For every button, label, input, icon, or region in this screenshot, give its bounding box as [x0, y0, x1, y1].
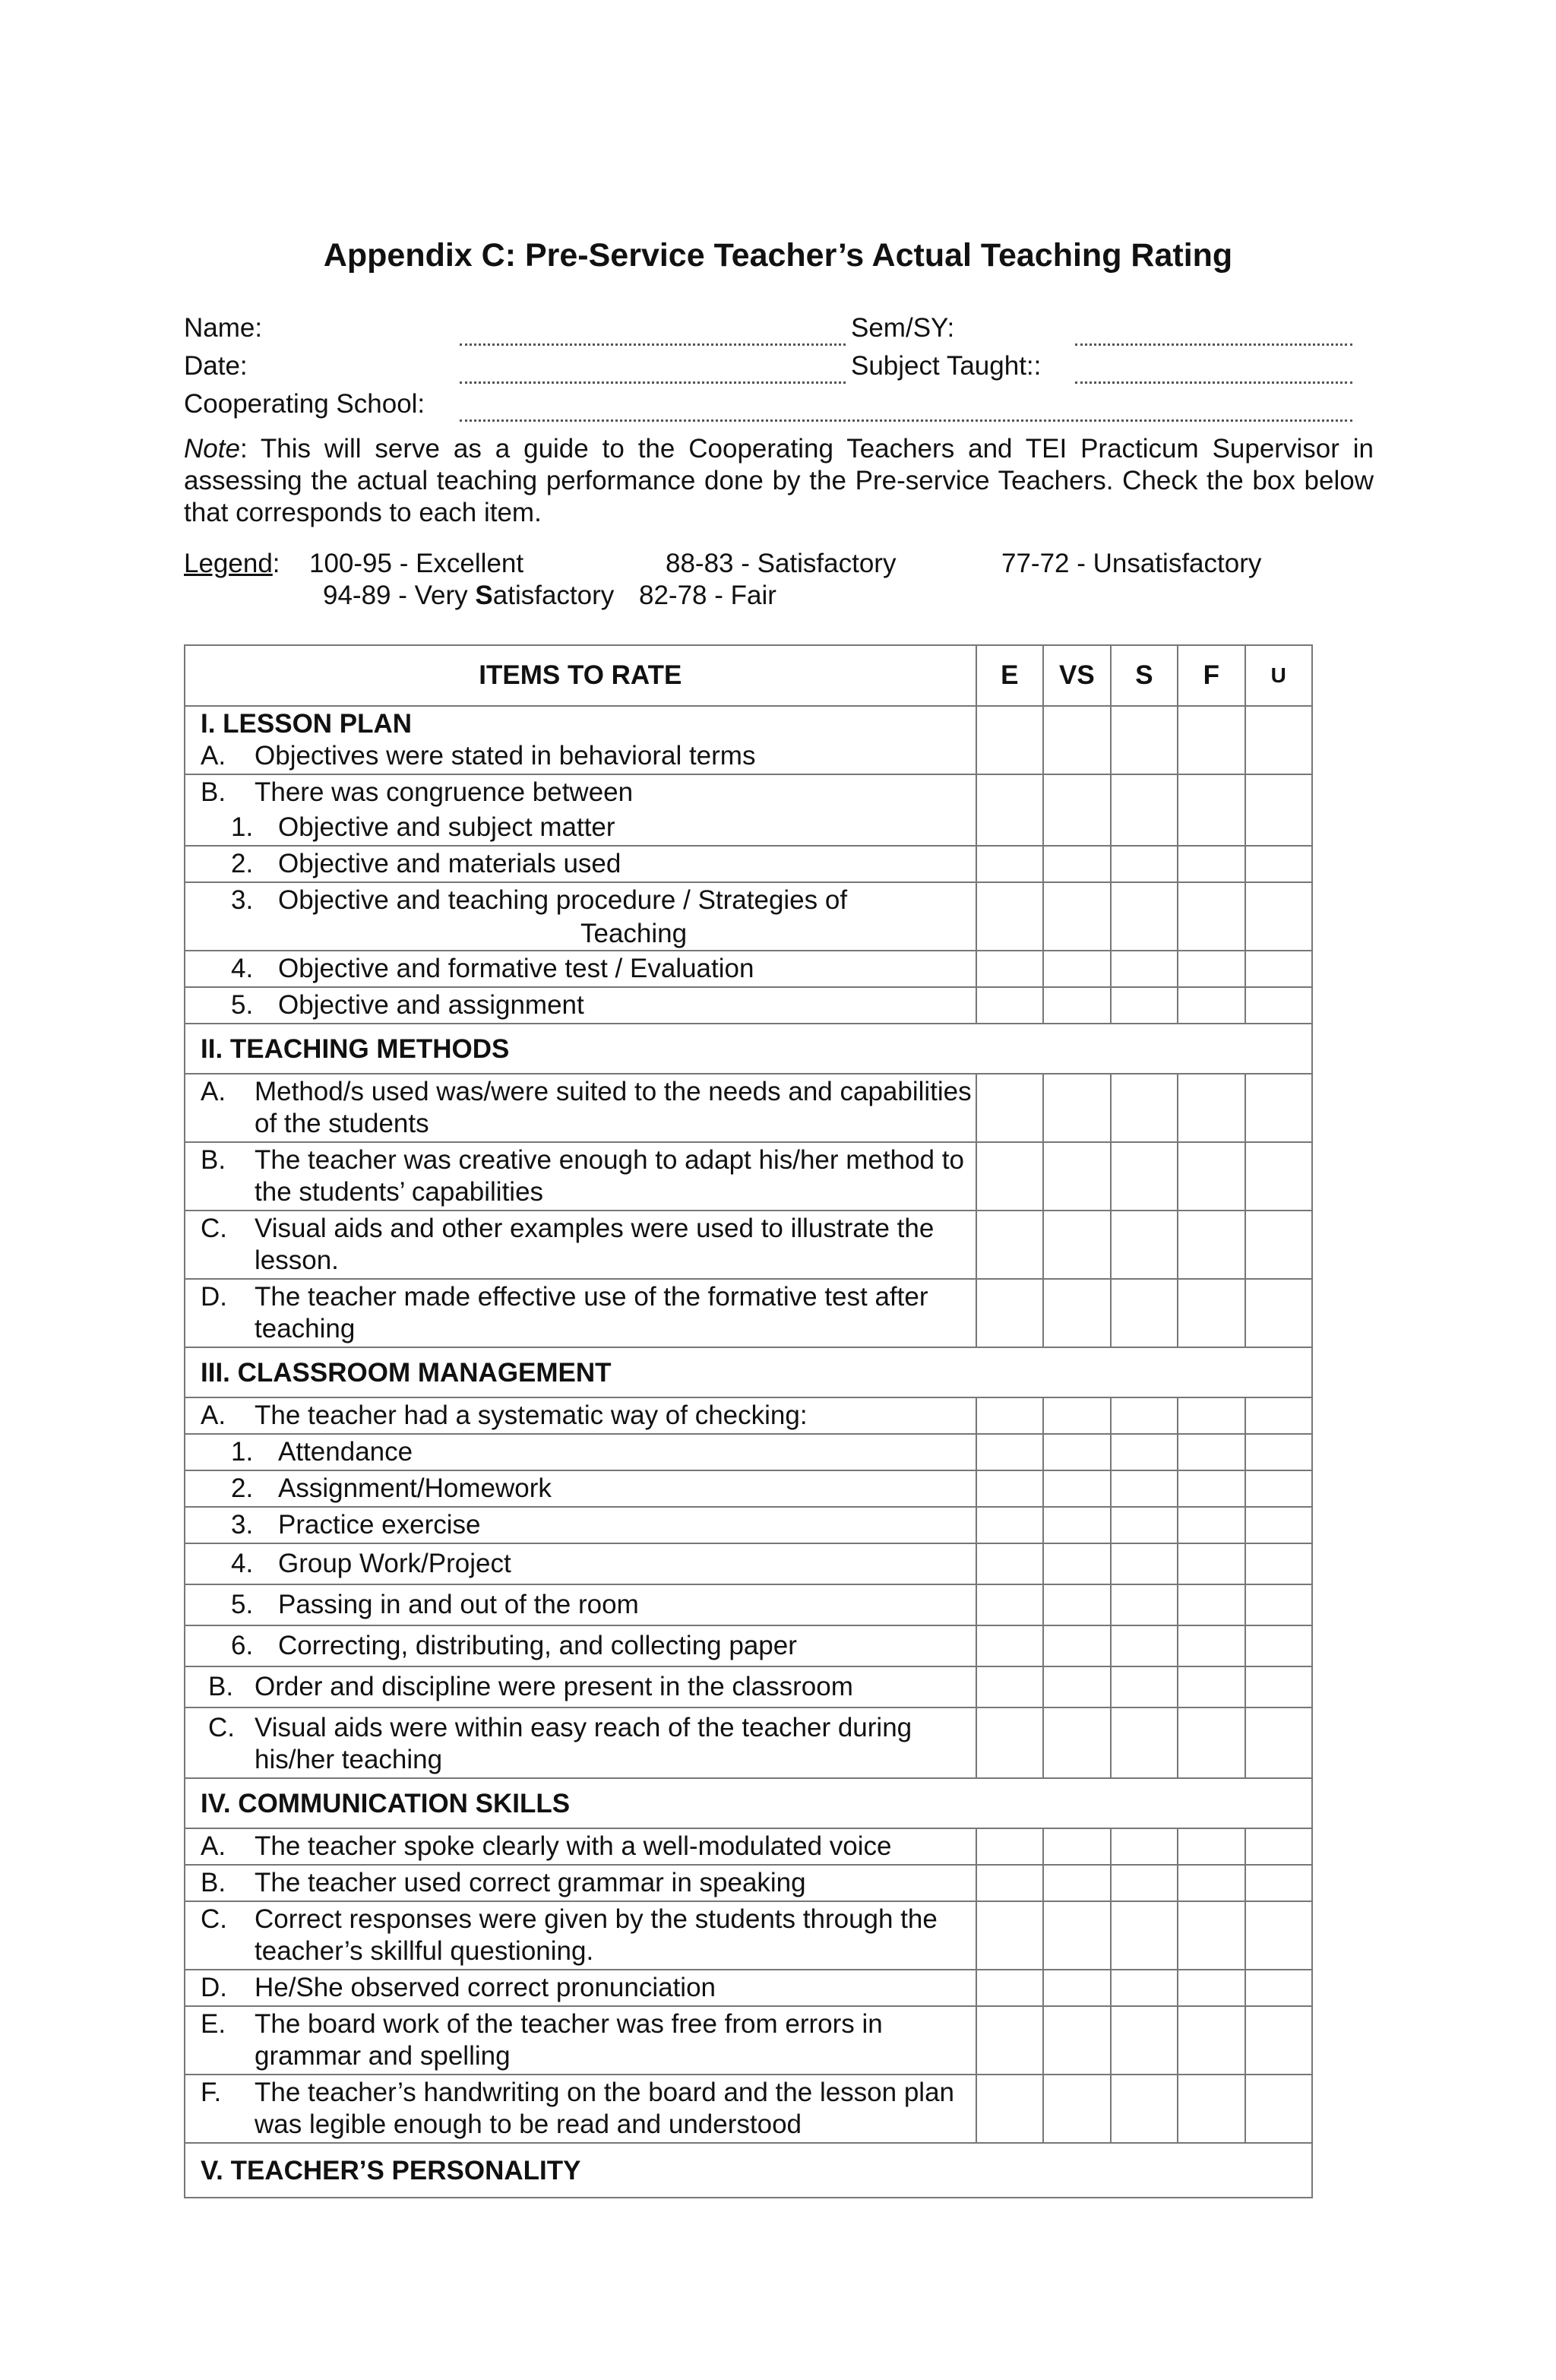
- rating-box-u[interactable]: [1245, 1828, 1312, 1865]
- section-title-teaching-methods: II. TEACHING METHODS: [185, 1024, 1312, 1074]
- rating-box-s[interactable]: [1111, 1543, 1178, 1584]
- list-item: 3. Practice exercise: [231, 1510, 481, 1540]
- rating-box-vs[interactable]: [1043, 1434, 1111, 1470]
- rating-box-u[interactable]: [1245, 987, 1312, 1024]
- section-title-teachers-personality: V. TEACHER’S PERSONALITY: [185, 2143, 1312, 2198]
- rating-box-e[interactable]: [976, 987, 1043, 1024]
- rating-box-e[interactable]: [976, 1865, 1043, 1901]
- legend-label: Legend:: [184, 549, 280, 578]
- item-cell: [185, 846, 976, 882]
- rating-box-s[interactable]: [1111, 1901, 1178, 1970]
- table-row: [185, 1901, 1312, 1970]
- table-row: [185, 1666, 1312, 1707]
- table-row: [185, 2075, 1312, 2143]
- item-cell: [185, 1584, 976, 1625]
- table-row: [185, 1828, 1312, 1865]
- list-item: E. The board work of the teacher was free from errors in grammar and spelling: [201, 2009, 883, 2071]
- rating-box-s[interactable]: [1111, 1507, 1178, 1543]
- rating-box-vs[interactable]: [1043, 846, 1111, 882]
- list-item: D. He/She observed correct pronunciation: [201, 1973, 716, 2002]
- rating-box-vs[interactable]: [1043, 987, 1111, 1024]
- item-cell: [185, 987, 976, 1024]
- item-cell: [185, 882, 976, 951]
- table-row: [185, 1211, 1312, 1279]
- note-text: : This will serve as a guide to the Cooperating Teachers and TEI Practicum Supervisor in assessing the actual teaching performance done by the Pre-service Teachers. Check the box below that corresponds to each item.: [184, 434, 1374, 527]
- table-row: [185, 1970, 1312, 2006]
- list-item: 5. Objective and assignment: [231, 990, 584, 1020]
- note-lead: Note: [184, 434, 240, 464]
- table-row: [185, 1279, 1312, 1347]
- rating-box-vs[interactable]: [1043, 1279, 1111, 1347]
- rating-box-vs[interactable]: [1043, 1901, 1111, 1970]
- rating-box-s[interactable]: [1111, 1666, 1178, 1707]
- item-cell: [185, 1666, 976, 1707]
- rating-box-vs[interactable]: [1043, 1507, 1111, 1543]
- rating-box-u[interactable]: [1245, 1666, 1312, 1707]
- legend-excellent: 100-95 - Excellent: [309, 549, 524, 578]
- legend-unsatisfactory: 77-72 - Unsatisfactory: [1001, 549, 1262, 578]
- item-cell: [185, 1707, 976, 1778]
- item-cell: [185, 1434, 976, 1470]
- date-field[interactable]: [460, 381, 846, 384]
- rating-box-e[interactable]: [976, 1074, 1043, 1142]
- rating-box-f[interactable]: [1178, 1970, 1244, 2006]
- item-cell: [185, 1470, 976, 1507]
- rating-box-s[interactable]: [1111, 1142, 1178, 1211]
- rating-box-f[interactable]: [1178, 1584, 1244, 1625]
- rating-box-s[interactable]: [1111, 1434, 1178, 1470]
- table-row: [185, 987, 1312, 1024]
- rating-box-e[interactable]: [976, 882, 1043, 951]
- list-item: A. Objectives were stated in behavioral terms: [201, 741, 756, 771]
- list-item: 2. Objective and materials used: [231, 849, 621, 878]
- list-item: C. Visual aids and other examples were used to illustrate the lesson.: [201, 1214, 935, 1275]
- list-item: A. The teacher spoke clearly with a well-modulated voice: [201, 1831, 892, 1861]
- rating-box-e[interactable]: [976, 1434, 1043, 1470]
- rating-box-u[interactable]: [1245, 1970, 1312, 2006]
- rating-box-f[interactable]: [1178, 2075, 1244, 2143]
- subject-taught-label: Subject Taught::: [851, 351, 1042, 381]
- list-item: C. Correct responses were given by the students through the teacher’s skillful questioning.: [201, 1904, 938, 1966]
- rating-box-f[interactable]: [1178, 1279, 1244, 1347]
- table-row: [185, 846, 1312, 882]
- header-vs: VS: [1043, 645, 1111, 706]
- rating-box-u[interactable]: [1245, 774, 1312, 846]
- item-cell: [185, 1901, 976, 1970]
- item-cell: [185, 951, 976, 987]
- table-row: [185, 1507, 1312, 1543]
- table-row: [185, 1584, 1312, 1625]
- rating-box-u[interactable]: [1245, 1211, 1312, 1279]
- list-item: B. Order and discipline were present in the classroom: [208, 1672, 853, 1701]
- rating-box-vs[interactable]: [1043, 1666, 1111, 1707]
- rating-box-e[interactable]: [976, 1470, 1043, 1507]
- rating-box-u[interactable]: [1245, 1279, 1312, 1347]
- rating-box-f[interactable]: [1178, 882, 1244, 951]
- list-item: F. The teacher’s handwriting on the board and the lesson plan was legible enough to be read and understood: [201, 2078, 955, 2139]
- rating-box-vs[interactable]: [1043, 951, 1111, 987]
- rating-box-f[interactable]: [1178, 1901, 1244, 1970]
- rating-box-u[interactable]: [1245, 1470, 1312, 1507]
- rating-box-f[interactable]: [1178, 1397, 1244, 1434]
- rating-table: [184, 644, 1313, 2198]
- sem-sy-label: Sem/SY:: [851, 313, 955, 343]
- rating-box-vs[interactable]: [1043, 1584, 1111, 1625]
- item-cell: [185, 1142, 976, 1211]
- list-item: 4. Group Work/Project: [231, 1549, 511, 1578]
- rating-box-e[interactable]: [976, 1666, 1043, 1707]
- table-row: [185, 1434, 1312, 1470]
- section-row: [185, 1778, 1312, 1828]
- rating-box-u[interactable]: [1245, 1584, 1312, 1625]
- table-header-row: [185, 645, 1312, 706]
- rating-box-f[interactable]: [1178, 1828, 1244, 1865]
- section-title-lesson-plan: I. LESSON PLAN: [201, 709, 413, 739]
- rating-box-u[interactable]: [1245, 1507, 1312, 1543]
- list-item: B. The teacher was creative enough to adapt his/her method to the students’ capabilities: [201, 1145, 964, 1207]
- rating-box-s[interactable]: [1111, 1865, 1178, 1901]
- rating-box-u[interactable]: [1245, 1397, 1312, 1434]
- rating-box-u[interactable]: [1245, 2075, 1312, 2143]
- rating-box-e[interactable]: [976, 1625, 1043, 1666]
- item-cell: [185, 2006, 976, 2075]
- rating-box-f[interactable]: [1178, 1142, 1244, 1211]
- rating-box-vs[interactable]: [1043, 1865, 1111, 1901]
- table-row: [185, 1865, 1312, 1901]
- rating-box-u[interactable]: [1245, 1142, 1312, 1211]
- section-row: [185, 1347, 1312, 1397]
- cooperating-school-label: Cooperating School:: [184, 389, 425, 419]
- list-item-continuation: Teaching: [580, 919, 688, 948]
- rating-box-f[interactable]: [1178, 846, 1244, 882]
- rating-box-s[interactable]: [1111, 2075, 1178, 2143]
- table-row: [185, 1074, 1312, 1142]
- item-cell: [185, 1625, 976, 1666]
- list-item: 2. Assignment/Homework: [231, 1473, 552, 1503]
- rating-box-e[interactable]: [976, 1142, 1043, 1211]
- rating-box-f[interactable]: [1178, 987, 1244, 1024]
- rating-box-f[interactable]: [1178, 951, 1244, 987]
- item-cell: [185, 1543, 976, 1584]
- date-label: Date:: [184, 351, 248, 381]
- rating-box-vs[interactable]: [1043, 882, 1111, 951]
- rating-box-u[interactable]: [1245, 1865, 1312, 1901]
- rating-box-u[interactable]: [1245, 846, 1312, 882]
- table-row: [185, 1142, 1312, 1211]
- list-item: 3. Objective and teaching procedure / Strategies of: [231, 885, 848, 915]
- section-title-classroom-management: III. CLASSROOM MANAGEMENT: [185, 1347, 1312, 1397]
- rating-box-u[interactable]: [1245, 1543, 1312, 1584]
- rating-box-s[interactable]: [1111, 882, 1178, 951]
- rating-box-s[interactable]: [1111, 1470, 1178, 1507]
- section-row: [185, 2143, 1312, 2198]
- rating-box-u[interactable]: [1245, 1707, 1312, 1778]
- rating-box-vs[interactable]: [1043, 706, 1111, 774]
- rating-box-s[interactable]: [1111, 1279, 1178, 1347]
- rating-box-s[interactable]: [1111, 846, 1178, 882]
- table-row: [185, 951, 1312, 987]
- rating-box-s[interactable]: [1111, 1397, 1178, 1434]
- table-row: [185, 1707, 1312, 1778]
- rating-box-vs[interactable]: [1043, 2075, 1111, 2143]
- item-cell: [185, 1507, 976, 1543]
- rating-box-f[interactable]: [1178, 774, 1244, 846]
- item-cell: [185, 1865, 976, 1901]
- item-cell: [185, 1970, 976, 2006]
- rating-box-vs[interactable]: [1043, 1142, 1111, 1211]
- rating-box-vs[interactable]: [1043, 1970, 1111, 2006]
- rating-box-u[interactable]: [1245, 1901, 1312, 1970]
- sem-sy-field[interactable]: [1075, 343, 1352, 346]
- rating-box-s[interactable]: [1111, 951, 1178, 987]
- cooperating-school-field[interactable]: [460, 419, 1352, 422]
- table-row: [185, 1543, 1312, 1584]
- note-paragraph: [184, 433, 1374, 529]
- list-item: 5. Passing in and out of the room: [231, 1590, 639, 1619]
- rating-box-e[interactable]: [976, 951, 1043, 987]
- rating-box-f[interactable]: [1178, 1074, 1244, 1142]
- rating-box-f[interactable]: [1178, 1543, 1244, 1584]
- rating-box-e[interactable]: [976, 1970, 1043, 2006]
- table-row: [185, 774, 1312, 846]
- rating-box-s[interactable]: [1111, 706, 1178, 774]
- rating-box-vs[interactable]: [1043, 1397, 1111, 1434]
- list-item: 6. Correcting, distributing, and collecting paper: [231, 1631, 797, 1660]
- item-cell: [185, 1074, 976, 1142]
- name-field[interactable]: [460, 343, 846, 346]
- rating-box-s[interactable]: [1111, 1828, 1178, 1865]
- rating-box-f[interactable]: [1178, 1865, 1244, 1901]
- list-item: A. Method/s used was/were suited to the needs and capabilities of the students: [201, 1077, 972, 1138]
- list-item: 1. Attendance: [231, 1437, 413, 1467]
- rating-box-e[interactable]: [976, 1507, 1043, 1543]
- header-items-to-rate: ITEMS TO RATE: [185, 645, 976, 706]
- rating-box-e[interactable]: [976, 706, 1043, 774]
- legend-very-satisfactory: 94-89 - Very Satisfactory: [323, 581, 615, 610]
- table-row: [185, 2006, 1312, 2075]
- header-e: E: [976, 645, 1043, 706]
- legend-fair: 82-78 - Fair: [639, 581, 776, 610]
- rating-box-s[interactable]: [1111, 774, 1178, 846]
- rating-box-vs[interactable]: [1043, 1707, 1111, 1778]
- rating-box-u[interactable]: [1245, 1625, 1312, 1666]
- item-cell: [185, 1397, 976, 1434]
- rating-box-vs[interactable]: [1043, 1470, 1111, 1507]
- rating-box-e[interactable]: [976, 1901, 1043, 1970]
- table-row: [185, 706, 1312, 774]
- rating-box-e[interactable]: [976, 1828, 1043, 1865]
- rating-box-vs[interactable]: [1043, 1211, 1111, 1279]
- rating-box-f[interactable]: [1178, 1625, 1244, 1666]
- item-cell: [185, 2075, 976, 2143]
- rating-box-s[interactable]: [1111, 1211, 1178, 1279]
- rating-box-e[interactable]: [976, 846, 1043, 882]
- list-item: A. The teacher had a systematic way of checking:: [201, 1400, 808, 1430]
- table-row: [185, 1470, 1312, 1507]
- list-item: D. The teacher made effective use of the formative test after teaching: [201, 1282, 928, 1343]
- item-cell: [185, 774, 976, 846]
- rating-box-vs[interactable]: [1043, 774, 1111, 846]
- rating-box-vs[interactable]: [1043, 1074, 1111, 1142]
- rating-box-vs[interactable]: [1043, 1543, 1111, 1584]
- rating-box-u[interactable]: [1245, 1074, 1312, 1142]
- subject-taught-field[interactable]: [1075, 381, 1352, 384]
- item-cell: [185, 706, 976, 774]
- list-item: B. There was congruence between: [201, 777, 634, 807]
- rating-box-e[interactable]: [976, 2075, 1043, 2143]
- rating-box-e[interactable]: [976, 1211, 1043, 1279]
- rating-box-u[interactable]: [1245, 706, 1312, 774]
- rating-box-f[interactable]: [1178, 1434, 1244, 1470]
- rating-box-vs[interactable]: [1043, 1828, 1111, 1865]
- rating-box-s[interactable]: [1111, 2006, 1178, 2075]
- rating-box-f[interactable]: [1178, 1211, 1244, 1279]
- rating-box-e[interactable]: [976, 1279, 1043, 1347]
- rating-box-vs[interactable]: [1043, 2006, 1111, 2075]
- rating-box-u[interactable]: [1245, 2006, 1312, 2075]
- section-title-communication-skills: IV. COMMUNICATION SKILLS: [185, 1778, 1312, 1828]
- item-cell: [185, 1211, 976, 1279]
- rating-box-f[interactable]: [1178, 1507, 1244, 1543]
- section-row: [185, 1024, 1312, 1074]
- rating-box-e[interactable]: [976, 2006, 1043, 2075]
- list-item: 4. Objective and formative test / Evaluation: [231, 954, 754, 983]
- header-f: F: [1178, 645, 1244, 706]
- rating-box-e[interactable]: [976, 1707, 1043, 1778]
- legend-satisfactory: 88-83 - Satisfactory: [666, 549, 897, 578]
- list-item: B. The teacher used correct grammar in speaking: [201, 1868, 806, 1897]
- page-title: Appendix C: Pre-Service Teacher’s Actual Teaching Rating: [323, 237, 1233, 274]
- name-label: Name:: [184, 313, 263, 343]
- rating-box-e[interactable]: [976, 1543, 1043, 1584]
- rating-box-e[interactable]: [976, 774, 1043, 846]
- rating-box-s[interactable]: [1111, 1707, 1178, 1778]
- list-item: C. Visual aids were within easy reach of the teacher during his/her teaching: [208, 1713, 912, 1774]
- rating-box-u[interactable]: [1245, 951, 1312, 987]
- rating-box-f[interactable]: [1178, 2006, 1244, 2075]
- rating-box-f[interactable]: [1178, 1666, 1244, 1707]
- rating-box-f[interactable]: [1178, 1470, 1244, 1507]
- rating-box-s[interactable]: [1111, 1584, 1178, 1625]
- rating-box-s[interactable]: [1111, 1625, 1178, 1666]
- rating-box-vs[interactable]: [1043, 1625, 1111, 1666]
- item-cell: [185, 1828, 976, 1865]
- rating-box-e[interactable]: [976, 1584, 1043, 1625]
- table-row: [185, 882, 1312, 951]
- item-cell: [185, 1279, 976, 1347]
- header-s: S: [1111, 645, 1178, 706]
- rating-box-s[interactable]: [1111, 1970, 1178, 2006]
- rating-box-f[interactable]: [1178, 706, 1244, 774]
- table-row: [185, 1625, 1312, 1666]
- list-item: 1. Objective and subject matter: [231, 812, 615, 842]
- rating-box-s[interactable]: [1111, 987, 1178, 1024]
- table-row: [185, 1397, 1312, 1434]
- header-u: U: [1245, 645, 1312, 706]
- rating-box-u[interactable]: [1245, 1434, 1312, 1470]
- rating-box-u[interactable]: [1245, 882, 1312, 951]
- rating-box-f[interactable]: [1178, 1707, 1244, 1778]
- rating-box-e[interactable]: [976, 1397, 1043, 1434]
- rating-box-s[interactable]: [1111, 1074, 1178, 1142]
